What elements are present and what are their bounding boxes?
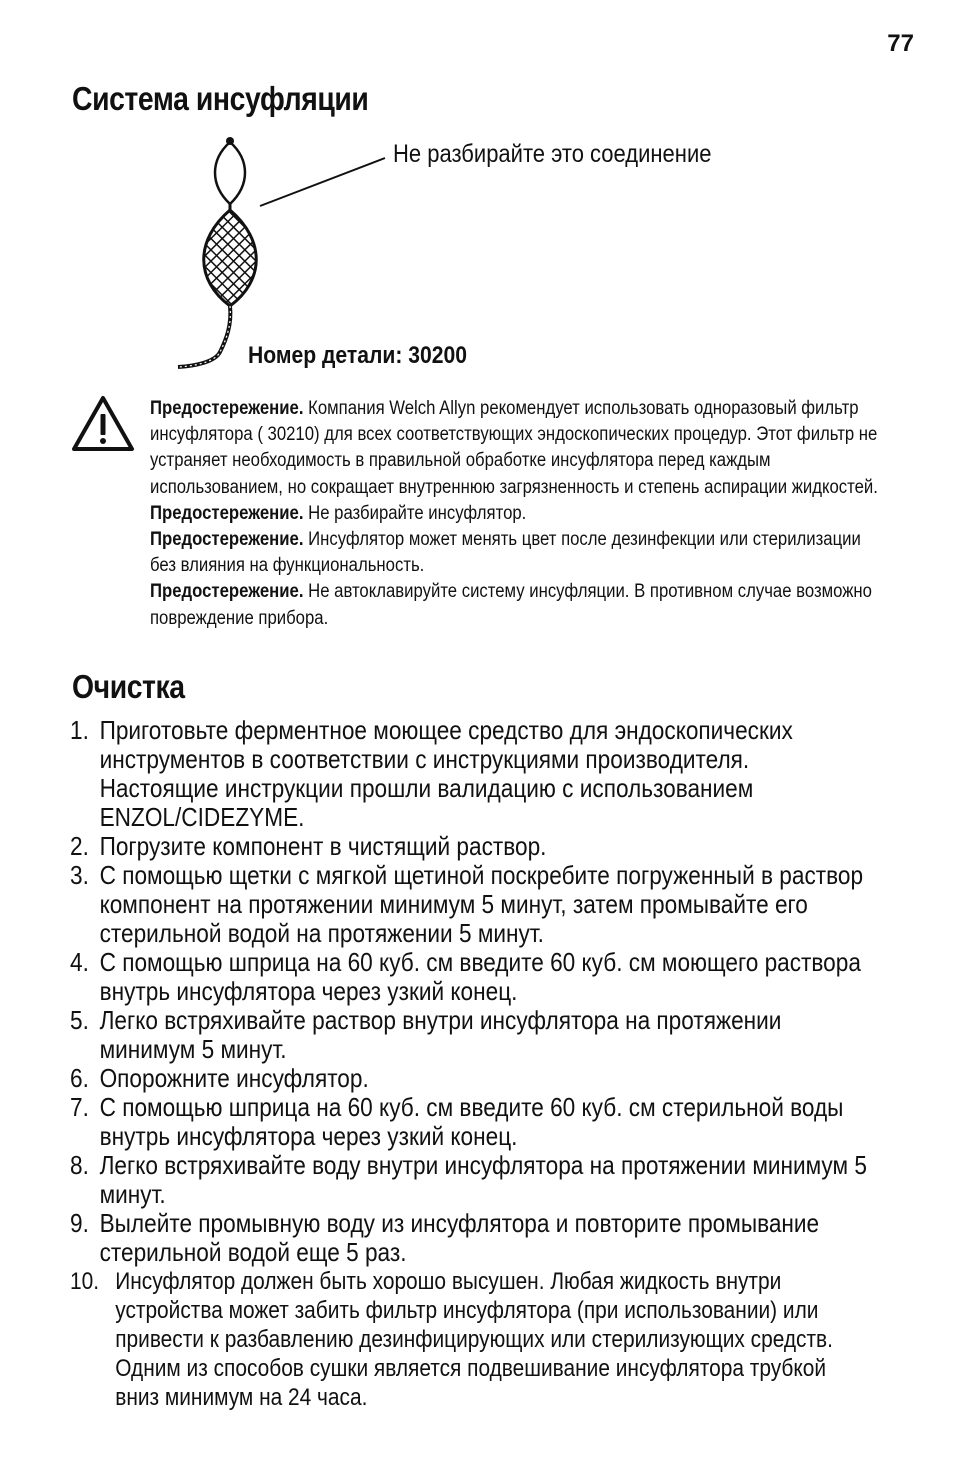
step-text: Приготовьте ферментное моющее средство для эндоскопических инструментов в соответствии с инструкциями производителя. Настоящие инструкции прошли валидацию с использованием ENZOL/CIDEZYME. xyxy=(99,715,793,832)
caution-label: Предостережение. xyxy=(150,502,304,524)
step-number: 1. xyxy=(70,715,89,745)
step-text: С помощью шприца на 60 куб. см введите 60 куб. см стерильной воды внутрь инсуфлятора через узкий конец. xyxy=(99,1092,844,1151)
step-text: Инсуфлятор должен быть хорошо высушен. Любая жидкость внутри устройства может забить фильтр инсуфлятора (при использовании) или привести к разбавлению дезинфицирующих или стерилизующих средств. Одним из способов сушки является подвешивание инсуфлятора трубкой вниз минимум на 24 часа. xyxy=(115,1268,833,1411)
caution-item xyxy=(150,579,880,631)
warning-triangle-icon xyxy=(70,394,136,454)
step-text: Опорожните инсуфлятор. xyxy=(99,1063,369,1093)
page-number: 77 xyxy=(887,30,914,57)
caution-text: Не разбирайте инсуфлятор. xyxy=(303,502,527,524)
part-number-label: Номер детали: 30200 xyxy=(248,342,468,369)
list-item xyxy=(70,1006,870,1064)
list-item xyxy=(70,948,870,1006)
list-item xyxy=(70,716,870,832)
step-number: 7. xyxy=(70,1092,89,1122)
list-item xyxy=(70,861,870,948)
step-text: Легко встряхивайте воду внутри инсуфлятора на протяжении минимум 5 минут. xyxy=(99,1150,867,1209)
step-text: Вылейте промывную воду из инсуфлятора и повторите промывание стерильной водой еще 5 раз. xyxy=(99,1208,820,1267)
step-number: 9. xyxy=(70,1208,89,1238)
caution-item xyxy=(150,501,880,527)
step-number: 5. xyxy=(70,1005,89,1035)
caution-label: Предостережение. xyxy=(150,398,304,419)
caution-label: Предостережение. xyxy=(150,581,304,603)
step-number: 8. xyxy=(70,1150,89,1180)
step-number: 2. xyxy=(70,831,89,861)
section-title-insufflation: Система инсуфляции xyxy=(72,80,369,117)
figure-callout: Не разбирайте это соединение xyxy=(393,140,712,168)
caution-item xyxy=(150,396,880,501)
step-text: Погрузите компонент в чистящий раствор. xyxy=(99,831,547,861)
list-item xyxy=(70,1267,870,1412)
caution-text: Не автоклавируйте систему инсуфляции. В противном случае возможно повреждение прибора. xyxy=(150,581,872,629)
step-number: 10. xyxy=(70,1268,100,1295)
list-item xyxy=(70,1209,870,1267)
caution-item xyxy=(150,527,880,579)
step-number: 3. xyxy=(70,860,89,890)
caution-label: Предостережение. xyxy=(150,529,304,551)
cleaning-steps-list xyxy=(70,716,870,1412)
caution-text: Компания Welch Allyn рекомендует использовать одноразовый фильтр инсуфлятора ( 30210) для всех соответствующих эндоскопических процедур. Этот фильтр не устраняет необходимость в правильной обработке инсуфлятора перед каждым использованием, но сокращает внутреннюю загрязненность и степень аспирации жидкостей. xyxy=(150,398,878,498)
caution-text: Инсуфлятор может менять цвет после дезинфекции или стерилизации без влияния на функциональность. xyxy=(150,529,861,577)
step-number: 4. xyxy=(70,947,89,977)
section-title-cleaning: Очистка xyxy=(72,668,185,705)
list-item xyxy=(70,1093,870,1151)
caution-block xyxy=(150,396,880,632)
list-item xyxy=(70,832,870,861)
list-item xyxy=(70,1064,870,1093)
list-item xyxy=(70,1151,870,1209)
step-text: Легко встряхивайте раствор внутри инсуфлятора на протяжении минимум 5 минут. xyxy=(99,1005,782,1064)
step-text: С помощью щетки с мягкой щетиной поскребите погруженный в раствор компонент на протяжении минимум 5 минут, затем промывайте его стерильной водой на протяжении 5 минут. xyxy=(99,860,864,948)
step-text: С помощью шприца на 60 куб. см введите 60 куб. см моющего раствора внутрь инсуфлятора через узкий конец. xyxy=(99,947,861,1006)
step-number: 6. xyxy=(70,1063,89,1093)
